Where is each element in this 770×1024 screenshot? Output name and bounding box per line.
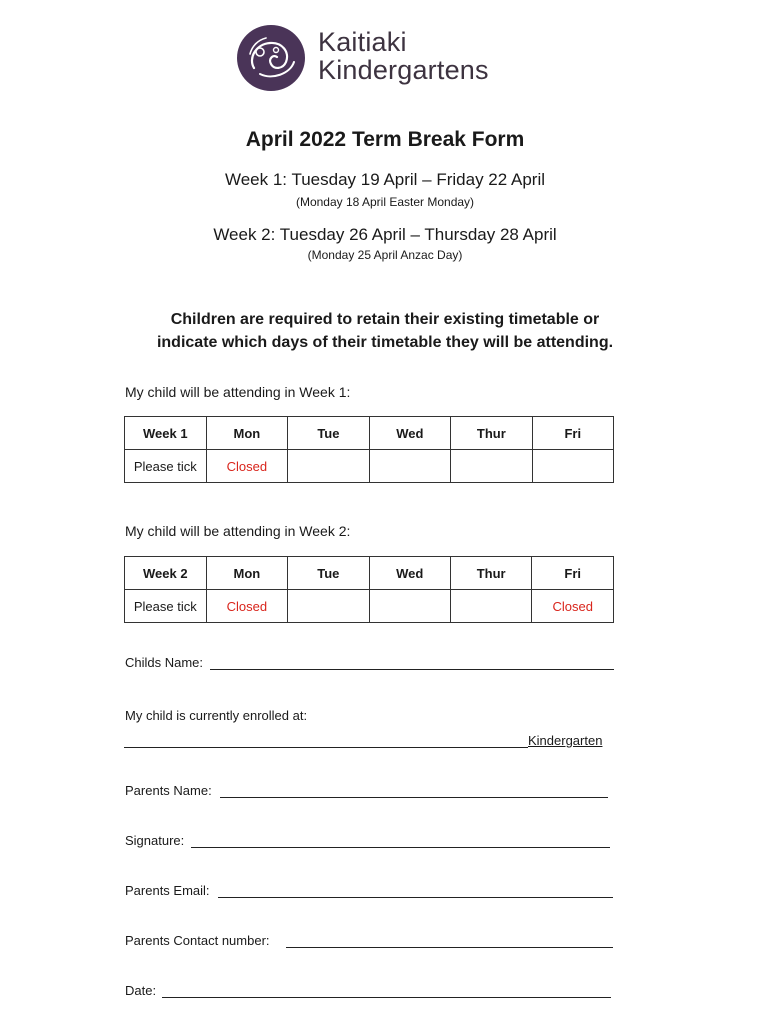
parents-name-field[interactable] bbox=[220, 797, 608, 798]
signature-field[interactable] bbox=[191, 847, 610, 848]
tick-row bbox=[125, 590, 614, 623]
week2-heading: Week 2: Tuesday 26 April – Thursday 28 April bbox=[213, 225, 557, 244]
logo-wordmark bbox=[318, 28, 489, 84]
week1-table-label: My child will be attending in Week 1: bbox=[125, 384, 351, 400]
logo-line-2: Kindergartens bbox=[318, 55, 489, 85]
header-cell: Wed bbox=[369, 557, 450, 590]
header-cell: Fri bbox=[532, 417, 613, 450]
header-cell: Fri bbox=[532, 557, 614, 590]
signature-label: Signature: bbox=[125, 833, 185, 848]
parents-name-label: Parents Name: bbox=[125, 783, 212, 798]
fri-tick-cell[interactable] bbox=[532, 450, 613, 483]
kaitiaki-logo bbox=[236, 24, 536, 94]
header-cell: Tue bbox=[288, 417, 369, 450]
header-cell: Week 1 bbox=[125, 417, 207, 450]
tue-tick-cell[interactable] bbox=[288, 590, 369, 623]
kindergarten-name-field[interactable] bbox=[124, 747, 528, 748]
parents-email-field[interactable] bbox=[218, 897, 613, 898]
mon-cell-closed: Closed bbox=[206, 450, 288, 483]
thur-tick-cell[interactable] bbox=[451, 450, 532, 483]
week2-attendance-table bbox=[124, 556, 614, 623]
date-field[interactable] bbox=[162, 997, 611, 998]
row-label: Please tick bbox=[125, 590, 207, 623]
header-cell: Wed bbox=[369, 417, 450, 450]
form-title: April 2022 Term Break Form bbox=[245, 128, 525, 151]
notice-line-1: Children are required to retain their existing timetable or bbox=[170, 311, 600, 328]
wed-tick-cell[interactable] bbox=[369, 590, 450, 623]
week2-note: (Monday 25 April Anzac Day) bbox=[307, 248, 463, 262]
table-header-row bbox=[125, 417, 614, 450]
week2-table-label: My child will be attending in Week 2: bbox=[125, 523, 351, 539]
wed-tick-cell[interactable] bbox=[369, 450, 450, 483]
fri-cell-closed: Closed bbox=[532, 590, 614, 623]
tue-tick-cell[interactable] bbox=[288, 450, 369, 483]
notice-line-2: indicate which days of their timetable they will be attending. bbox=[156, 334, 614, 351]
parents-email-label: Parents Email: bbox=[125, 883, 210, 898]
tick-row bbox=[125, 450, 614, 483]
date-label: Date: bbox=[125, 983, 157, 998]
logo-line-1: Kaitiaki bbox=[318, 27, 407, 57]
contact-number-label: Parents Contact number: bbox=[125, 933, 270, 948]
childs-name-label: Childs Name: bbox=[125, 655, 204, 670]
week1-attendance-table bbox=[124, 416, 614, 483]
week1-note: (Monday 18 April Easter Monday) bbox=[295, 195, 475, 209]
header-cell: Mon bbox=[206, 417, 288, 450]
header-cell: Thur bbox=[451, 417, 532, 450]
row-label: Please tick bbox=[125, 450, 207, 483]
week1-heading: Week 1: Tuesday 19 April – Friday 22 April bbox=[224, 170, 546, 189]
header-cell: Thur bbox=[450, 557, 531, 590]
enrolled-at-label: My child is currently enrolled at: bbox=[125, 708, 308, 723]
contact-number-field[interactable] bbox=[286, 947, 613, 948]
header-cell: Week 2 bbox=[125, 557, 207, 590]
kindergarten-suffix: Kindergarten bbox=[528, 733, 603, 748]
table-header-row bbox=[125, 557, 614, 590]
timetable-notice bbox=[0, 308, 770, 354]
header-cell: Mon bbox=[206, 557, 288, 590]
mon-cell-closed: Closed bbox=[206, 590, 288, 623]
thur-tick-cell[interactable] bbox=[450, 590, 531, 623]
header-cell: Tue bbox=[288, 557, 369, 590]
childs-name-field[interactable] bbox=[210, 669, 614, 670]
koru-logo-icon bbox=[236, 24, 306, 92]
